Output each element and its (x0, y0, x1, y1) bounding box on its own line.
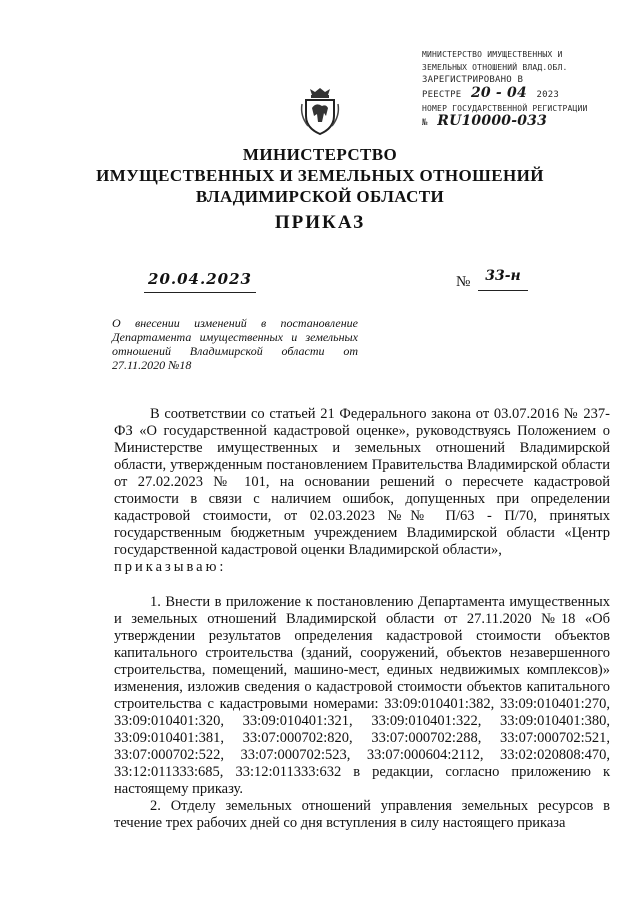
order-date-field (144, 270, 256, 293)
coat-of-arms-icon (298, 86, 342, 136)
order-item-1: 1. Внести в приложение к постановлению Департамента имущественных и земельных отношений Владимирской области от 27.11.2020 №18 «Об утверждении результатов определения кадастровой стоимости объектов капитального строительства (зданий, сооружений, объектов незавершенного строительства, помещений, машино-мест, единых недвижимых комплексов)» изменения, изложив сведения о кадастровой стоимости объектов капитального строительства с кадастровыми номерами: 33:09:010401:382, 33:09:010401:270, 33:09:010401:320, 33:09:010401:321, 33:09:010401:322, 33:09:010401:380, 33:09:010401:381, 33:07:000702:820, 33:07:000702:288, 33:07:000702:521, 33:07:000702:522, 33:07:000702:523, 33:07:000604:2112, 33:02:020808:470, 33:12:011333:685, 33:12:011333:632 в редакции, согласно приложению к настоящему приказу. (114, 594, 610, 797)
stamp-line (422, 115, 622, 130)
stamp-line: НОМЕР ГОСУДАРСТВЕННОЙ РЕГИСТРАЦИИ (422, 104, 588, 113)
order-number-label: № (456, 274, 471, 290)
preamble-paragraph: В соответствии со статьей 21 Федерального закона от 03.07.2016 № 237-ФЗ «О государственной кадастровой оценке», руководствуясь Положением о Министерстве имущественных и земельных отношений Владимирской области, утвержденным постановлением Правительства Владимирской области от 27.02.2023 № 101, на основании решений о пересчете кадастровой стоимости в связи с наличием ошибок, допущенных при определении кадастровой стоимости, от 02.03.2023 №№ П/63 - П/70, принятых государственным бюджетным учреждением Владимирской области «Центр государственной кадастровой оценки Владимирской области», (114, 406, 610, 558)
order-item-2: 2. Отделу земельных отношений управления земельных ресурсов в течение трех рабочих дней со дня вступления в силу настоящего приказа (114, 798, 610, 831)
stamp-handwritten-number: RU10000-033 (437, 113, 548, 129)
stamp-year: 2023 (536, 90, 560, 100)
stamp-line: ЗЕМЕЛЬНЫХ ОТНОШЕНИЙ ВЛАД.ОБЛ. (422, 63, 568, 72)
ministry-line: ВЛАДИМИРСКОЙ ОБЛАСТИ (195, 187, 445, 206)
document-body (114, 406, 610, 832)
ministry-heading (40, 144, 600, 207)
decree-word: приказываю: (114, 559, 227, 575)
stamp-line: МИНИСТЕРСТВО ИМУЩЕСТВЕННЫХ И (422, 50, 563, 59)
order-number: 33-н (485, 268, 521, 284)
stamp-line (422, 87, 622, 102)
stamp-line: ЗАРЕГИСТРИРОВАНО В (422, 75, 524, 85)
stamp-handwritten-date: 20 - 04 (470, 85, 527, 101)
order-date: 20.04.2023 (148, 270, 252, 288)
order-subject: О внесении изменений в постановление Департамента имущественных и земельных отношений Владимирской области от 27.11.2020 №18 (112, 316, 358, 372)
ministry-line: ИМУЩЕСТВЕННЫХ И ЗЕМЕЛЬНЫХ ОТНОШЕНИЙ (96, 166, 544, 185)
ministry-line: МИНИСТЕРСТВО (242, 145, 398, 164)
order-number-field (478, 268, 528, 291)
stamp-register-label: РЕЕСТРЕ (422, 90, 462, 100)
document-type-title: ПРИКАЗ (274, 212, 366, 233)
registration-stamp (422, 48, 622, 130)
stamp-number-prefix: № (422, 118, 428, 128)
